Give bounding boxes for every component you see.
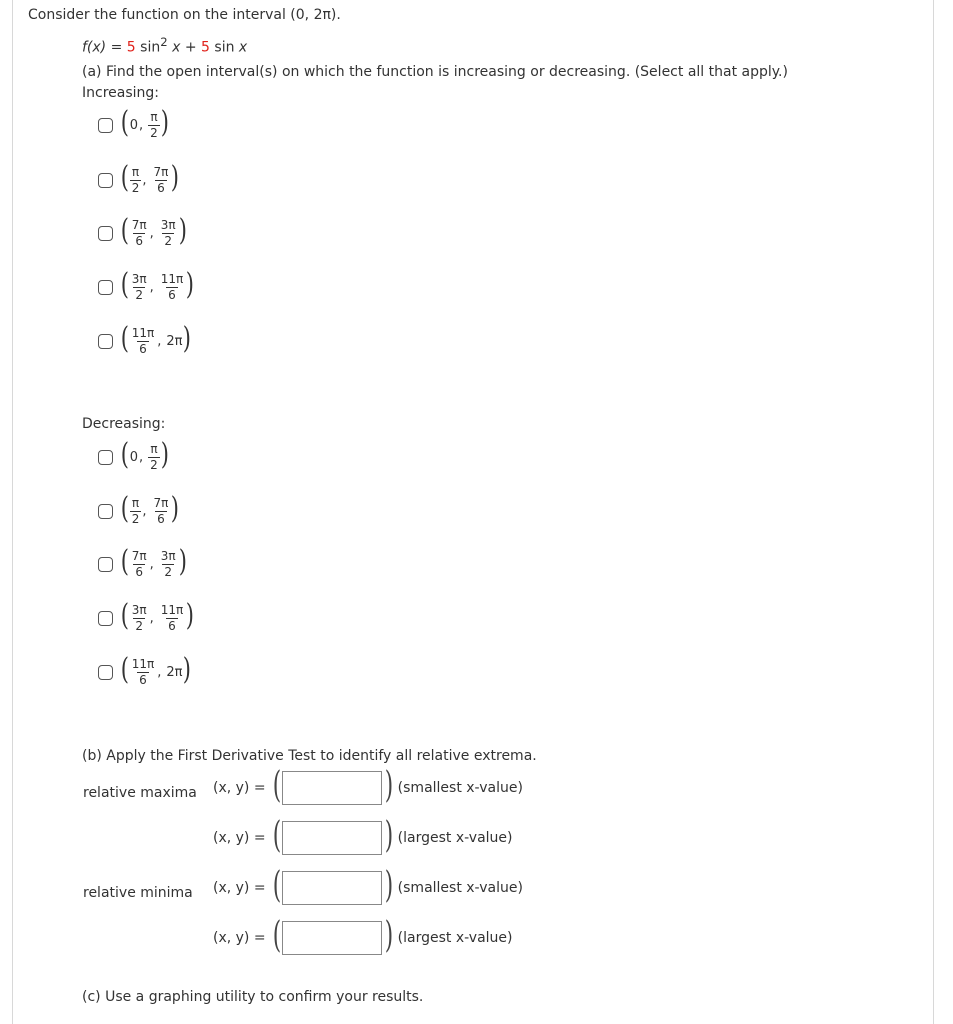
numerator: 3π [131,602,147,617]
left-paren: ( [272,865,281,906]
relative-minima-label: relative minima [83,885,193,901]
interval-end-fraction [148,111,160,140]
part-a-text: (a) Find the open interval(s) on which the function is increasing or decreasing. (Select all that apply.) [82,64,788,80]
numerator: π [131,164,140,179]
denominator: 2 [150,125,158,140]
left-paren: ( [120,213,129,248]
right-paren: ) [160,105,169,140]
exponent: 2 [160,35,168,49]
comma: , [139,449,144,465]
right-paren: ) [171,160,180,195]
denominator: 6 [168,287,176,302]
numerator: 11π [160,271,184,286]
interval-end-fraction [159,273,186,302]
decreasing-option-2[interactable] [98,487,181,535]
coef-1: 5 [126,39,136,56]
checkbox[interactable] [98,173,113,188]
denominator: 6 [168,618,176,633]
interval-start-fraction [130,327,157,356]
checkbox[interactable] [98,611,113,626]
denominator: 6 [135,233,143,248]
left-paren: ( [272,815,281,856]
interval-end: 2π [166,664,183,680]
xy-label: (x, y) = [213,780,266,796]
function-definition [82,35,247,56]
right-paren: ) [384,815,393,856]
numerator: 7π [153,164,169,179]
numerator: 7π [131,548,147,563]
coef-2: 5 [201,39,210,56]
interval-start: 0 [129,117,138,133]
decreasing-option-4[interactable] [98,594,196,642]
comma: , [139,117,144,133]
right-paren: ) [178,544,187,579]
intro-text: Consider the function on the interval (0, 2π). [28,7,341,23]
largest-x-note: (largest x-value) [397,830,513,846]
plus: + [180,39,202,56]
comma: , [149,610,154,626]
part-b-text: (b) Apply the First Derivative Test to identify all relative extrema. [82,748,537,764]
numerator: π [150,109,158,124]
xy-label: (x, y) = [213,880,266,896]
denominator: 6 [157,511,165,526]
interval-end-fraction [152,166,171,195]
term-2: sin [209,39,239,56]
comma: , [157,664,162,680]
interval-start-fraction [130,166,142,195]
comma: , [149,225,154,241]
part-c-text: (c) Use a graphing utility to confirm your results. [82,989,424,1005]
left-paren: ( [272,915,281,956]
right-paren: ) [185,267,195,302]
var-1: x [167,39,181,56]
denominator: 2 [131,511,140,526]
largest-x-note: (largest x-value) [397,930,513,946]
denominator: 2 [135,618,143,633]
interval-start-fraction [130,604,149,633]
numerator: 7π [153,495,169,510]
checkbox[interactable] [98,665,113,680]
increasing-option-1[interactable] [98,101,171,149]
right-paren: ) [183,321,192,356]
checkbox[interactable] [98,334,113,349]
denominator: 6 [135,564,143,579]
rel-max-smallest-input[interactable] [282,771,382,805]
checkbox[interactable] [98,450,113,465]
numerator: 7π [131,217,147,232]
rel-min-largest-input[interactable] [282,921,382,955]
numerator: 3π [160,217,176,232]
left-paren: ( [120,160,129,195]
interval-end-fraction [159,550,178,579]
function-name: f(x) [82,39,107,56]
rel-min-largest-row [213,915,513,958]
numerator: 11π [160,602,184,617]
right-paren: ) [384,865,393,906]
denominator: 2 [135,287,143,302]
numerator: 3π [131,271,147,286]
right-paren: ) [178,213,187,248]
left-paren: ( [120,652,129,687]
numerator: π [150,441,158,456]
interval-start: 0 [129,449,138,465]
left-paren: ( [120,267,129,302]
equals: = [106,39,127,56]
decreasing-option-1[interactable] [98,433,171,481]
checkbox[interactable] [98,226,113,241]
xy-label: (x, y) = [213,930,266,946]
decreasing-option-3[interactable] [98,540,188,588]
checkbox[interactable] [98,557,113,572]
left-paren: ( [120,105,129,140]
right-paren: ) [171,491,180,526]
right-paren: ) [384,765,393,806]
interval-start-fraction [130,658,157,687]
comma: , [142,172,147,188]
denominator: 6 [139,672,147,687]
term-1: sin [135,39,161,56]
rel-min-smallest-row [213,865,523,908]
smallest-x-note: (smallest x-value) [397,780,523,796]
denominator: 6 [139,341,147,356]
smallest-x-note: (smallest x-value) [397,880,523,896]
checkbox[interactable] [98,118,113,133]
comma: , [149,279,154,295]
left-paren: ( [120,321,129,356]
relative-maxima-label: relative maxima [83,785,197,801]
left-paren: ( [120,491,129,526]
denominator: 2 [164,564,172,579]
interval-end-fraction [152,497,171,526]
rel-min-smallest-input[interactable] [282,871,382,905]
increasing-label: Increasing: [82,85,159,101]
checkbox[interactable] [98,504,113,519]
denominator: 2 [131,180,140,195]
right-paren: ) [384,915,393,956]
increasing-option-3[interactable] [98,209,188,257]
left-paren: ( [272,765,281,806]
right-paren: ) [185,598,195,633]
denominator: 2 [150,457,158,472]
increasing-option-2[interactable] [98,156,181,204]
left-paren: ( [120,598,129,633]
interval-start-fraction [130,550,149,579]
interval-end-fraction [159,604,186,633]
denominator: 6 [157,180,165,195]
right-paren: ) [183,652,192,687]
decreasing-option-5[interactable] [98,648,193,696]
comma: , [149,556,154,572]
left-paren: ( [120,544,129,579]
rel-max-largest-input[interactable] [282,821,382,855]
increasing-option-4[interactable] [98,263,196,311]
numerator: π [131,495,140,510]
interval-start-fraction [130,273,149,302]
increasing-option-5[interactable] [98,317,193,365]
xy-label: (x, y) = [213,830,266,846]
interval-end-fraction [159,219,178,248]
interval-start-fraction [130,497,142,526]
rel-max-smallest-row [213,765,523,808]
denominator: 2 [164,233,172,248]
right-paren: ) [160,437,169,472]
numerator: 3π [160,548,176,563]
left-paren: ( [120,437,129,472]
comma: , [142,503,147,519]
interval-end: 2π [166,333,183,349]
comma: , [157,333,162,349]
numerator: 11π [131,656,155,671]
var-2: x [238,39,248,56]
decreasing-label: Decreasing: [82,416,166,432]
interval-end-fraction [148,443,160,472]
checkbox[interactable] [98,280,113,295]
interval-start-fraction [130,219,149,248]
rel-max-largest-row [213,815,513,858]
numerator: 11π [131,325,155,340]
